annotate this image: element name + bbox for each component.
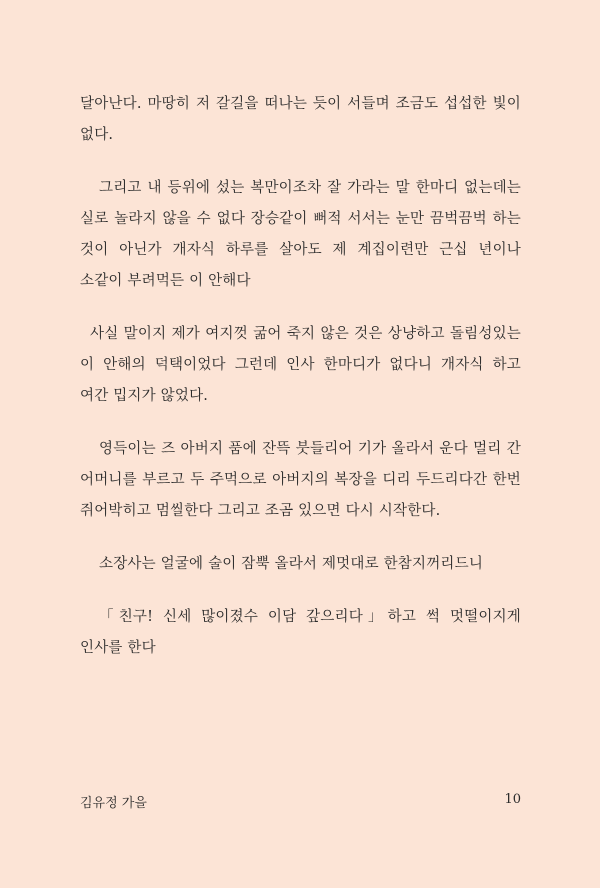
page-number: 10 — [504, 792, 521, 807]
paragraph-4: 영득이는 즈 아버지 품에 잔뜩 붓들리어 기가 올라서 운다 멀리 간 어머니를 부르고 두 주먹으로 아버지의 복장을 디리 두드리다간 한번 쥐어박히고 멈씰한다 그리고 조곰 있으면 다시 시작한다. — [80, 441, 521, 519]
paragraph-1: 달아난다. 마땅히 저 갈길을 떠나는 듯이 서들며 조금도 섭섭한 빛이 없다. — [80, 96, 521, 143]
running-title: 김유정 가을 — [80, 796, 147, 811]
paragraph-6: 「친구! 신세 많이졌수 이담 갚으리다」하고 썩 멋떨이지게 인사를 한다 — [80, 609, 521, 656]
paragraph-5: 소장사는 얼굴에 술이 잠뿍 올라서 제멋대로 한참지꺼리드니 — [99, 556, 484, 572]
body-text — [80, 89, 521, 686]
paragraph-2: 그리고 내 등위에 섰는 복만이조차 잘 가라는 말 한마디 없는데는 실로 놀라지 않을 수 없다 장승같이 뻐적 서서는 눈만 끔벅끔벅 하는 것이 아닌가 개자식 하루를 살아도 제 계집이련만 근십 년이나 소같이 부려먹든 이 안해다 — [80, 180, 521, 289]
paragraph-3: 사실 말이지 제가 여지껏 굶어 죽지 않은 것은 상냥하고 돌림성있는 이 안해의 덕택이었다 그런데 인사 한마디가 없다니 개자식 하고 여간 밉지가 않었다. — [80, 326, 521, 404]
page-footer — [80, 792, 521, 812]
